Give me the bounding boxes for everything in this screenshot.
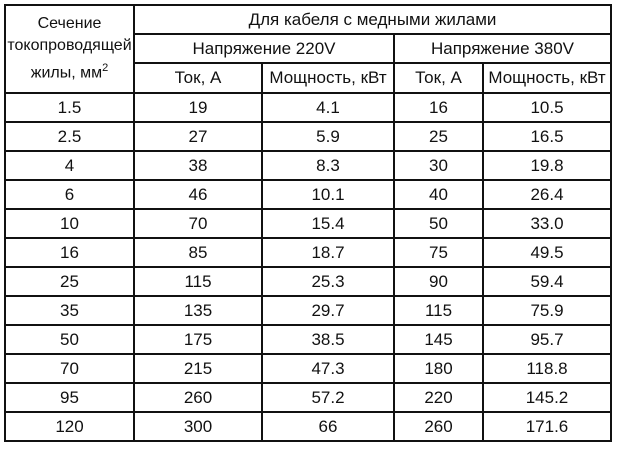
power-380-cell: 10.5 (483, 93, 611, 122)
current-220-cell: 70 (134, 209, 262, 238)
table-row (5, 209, 611, 238)
power-220-cell: 18.7 (262, 238, 394, 267)
table-row (5, 93, 611, 122)
table-row (5, 267, 611, 296)
current-380-cell: 115 (394, 296, 483, 325)
power-380-cell: 75.9 (483, 296, 611, 325)
section-cell: 35 (5, 296, 134, 325)
section-cell: 4 (5, 151, 134, 180)
power-380-cell: 95.7 (483, 325, 611, 354)
section-cell: 70 (5, 354, 134, 383)
table-row (5, 296, 611, 325)
section-header (5, 5, 134, 93)
section-cell: 2.5 (5, 122, 134, 151)
current-220-cell: 38 (134, 151, 262, 180)
current-380-cell: 30 (394, 151, 483, 180)
table-row (5, 383, 611, 412)
current-220-cell: 135 (134, 296, 262, 325)
voltage-220-header: Напряжение 220V (134, 34, 394, 63)
current-380-cell: 90 (394, 267, 483, 296)
power-220-cell: 25.3 (262, 267, 394, 296)
section-cell: 95 (5, 383, 134, 412)
section-unit: жилы, мм (30, 64, 103, 82)
section-cell: 120 (5, 412, 134, 441)
power-220-cell: 57.2 (262, 383, 394, 412)
power-380-cell: 118.8 (483, 354, 611, 383)
current-380-cell: 180 (394, 354, 483, 383)
power-380-cell: 171.6 (483, 412, 611, 441)
table-row (5, 412, 611, 441)
table-row (5, 354, 611, 383)
section-cell: 1.5 (5, 93, 134, 122)
power-220-cell: 47.3 (262, 354, 394, 383)
table-row (5, 180, 611, 209)
current-220-cell: 19 (134, 93, 262, 122)
group-title: Для кабеля с медными жилами (134, 5, 611, 34)
power-220-cell: 15.4 (262, 209, 394, 238)
current-380-cell: 145 (394, 325, 483, 354)
power-220-cell: 5.9 (262, 122, 394, 151)
current-380-cell: 260 (394, 412, 483, 441)
current-220-cell: 260 (134, 383, 262, 412)
power-380-cell: 145.2 (483, 383, 611, 412)
section-cell: 6 (5, 180, 134, 209)
current-380-cell: 25 (394, 122, 483, 151)
power-380-header: Мощность, кВт (483, 63, 611, 93)
power-220-cell: 66 (262, 412, 394, 441)
current-380-cell: 16 (394, 93, 483, 122)
table-row (5, 325, 611, 354)
power-380-cell: 49.5 (483, 238, 611, 267)
current-380-cell: 50 (394, 209, 483, 238)
power-220-header: Мощность, кВт (262, 63, 394, 93)
power-380-cell: 33.0 (483, 209, 611, 238)
current-220-cell: 46 (134, 180, 262, 209)
power-220-cell: 8.3 (262, 151, 394, 180)
cable-table-container (4, 4, 612, 442)
current-220-header: Ток, А (134, 63, 262, 93)
power-220-cell: 29.7 (262, 296, 394, 325)
section-cell: 16 (5, 238, 134, 267)
section-header-line2: токопроводящей (7, 37, 132, 55)
power-220-cell: 10.1 (262, 180, 394, 209)
section-header-line1: Сечение (37, 15, 102, 33)
power-220-cell: 38.5 (262, 325, 394, 354)
current-220-cell: 175 (134, 325, 262, 354)
power-380-cell: 59.4 (483, 267, 611, 296)
power-220-cell: 4.1 (262, 93, 394, 122)
current-380-header: Ток, А (394, 63, 483, 93)
table-row (5, 151, 611, 180)
section-cell: 25 (5, 267, 134, 296)
current-380-cell: 75 (394, 238, 483, 267)
current-220-cell: 115 (134, 267, 262, 296)
section-header-line3 (6, 57, 133, 84)
table-row (5, 122, 611, 151)
current-380-cell: 40 (394, 180, 483, 209)
current-220-cell: 300 (134, 412, 262, 441)
section-unit-sup: 2 (102, 62, 109, 75)
section-cell: 10 (5, 209, 134, 238)
voltage-380-header: Напряжение 380V (394, 34, 611, 63)
power-380-cell: 26.4 (483, 180, 611, 209)
table-row (5, 238, 611, 267)
current-220-cell: 27 (134, 122, 262, 151)
power-380-cell: 19.8 (483, 151, 611, 180)
section-cell: 50 (5, 325, 134, 354)
copper-cable-table (4, 4, 612, 442)
current-220-cell: 85 (134, 238, 262, 267)
current-380-cell: 220 (394, 383, 483, 412)
current-220-cell: 215 (134, 354, 262, 383)
power-380-cell: 16.5 (483, 122, 611, 151)
